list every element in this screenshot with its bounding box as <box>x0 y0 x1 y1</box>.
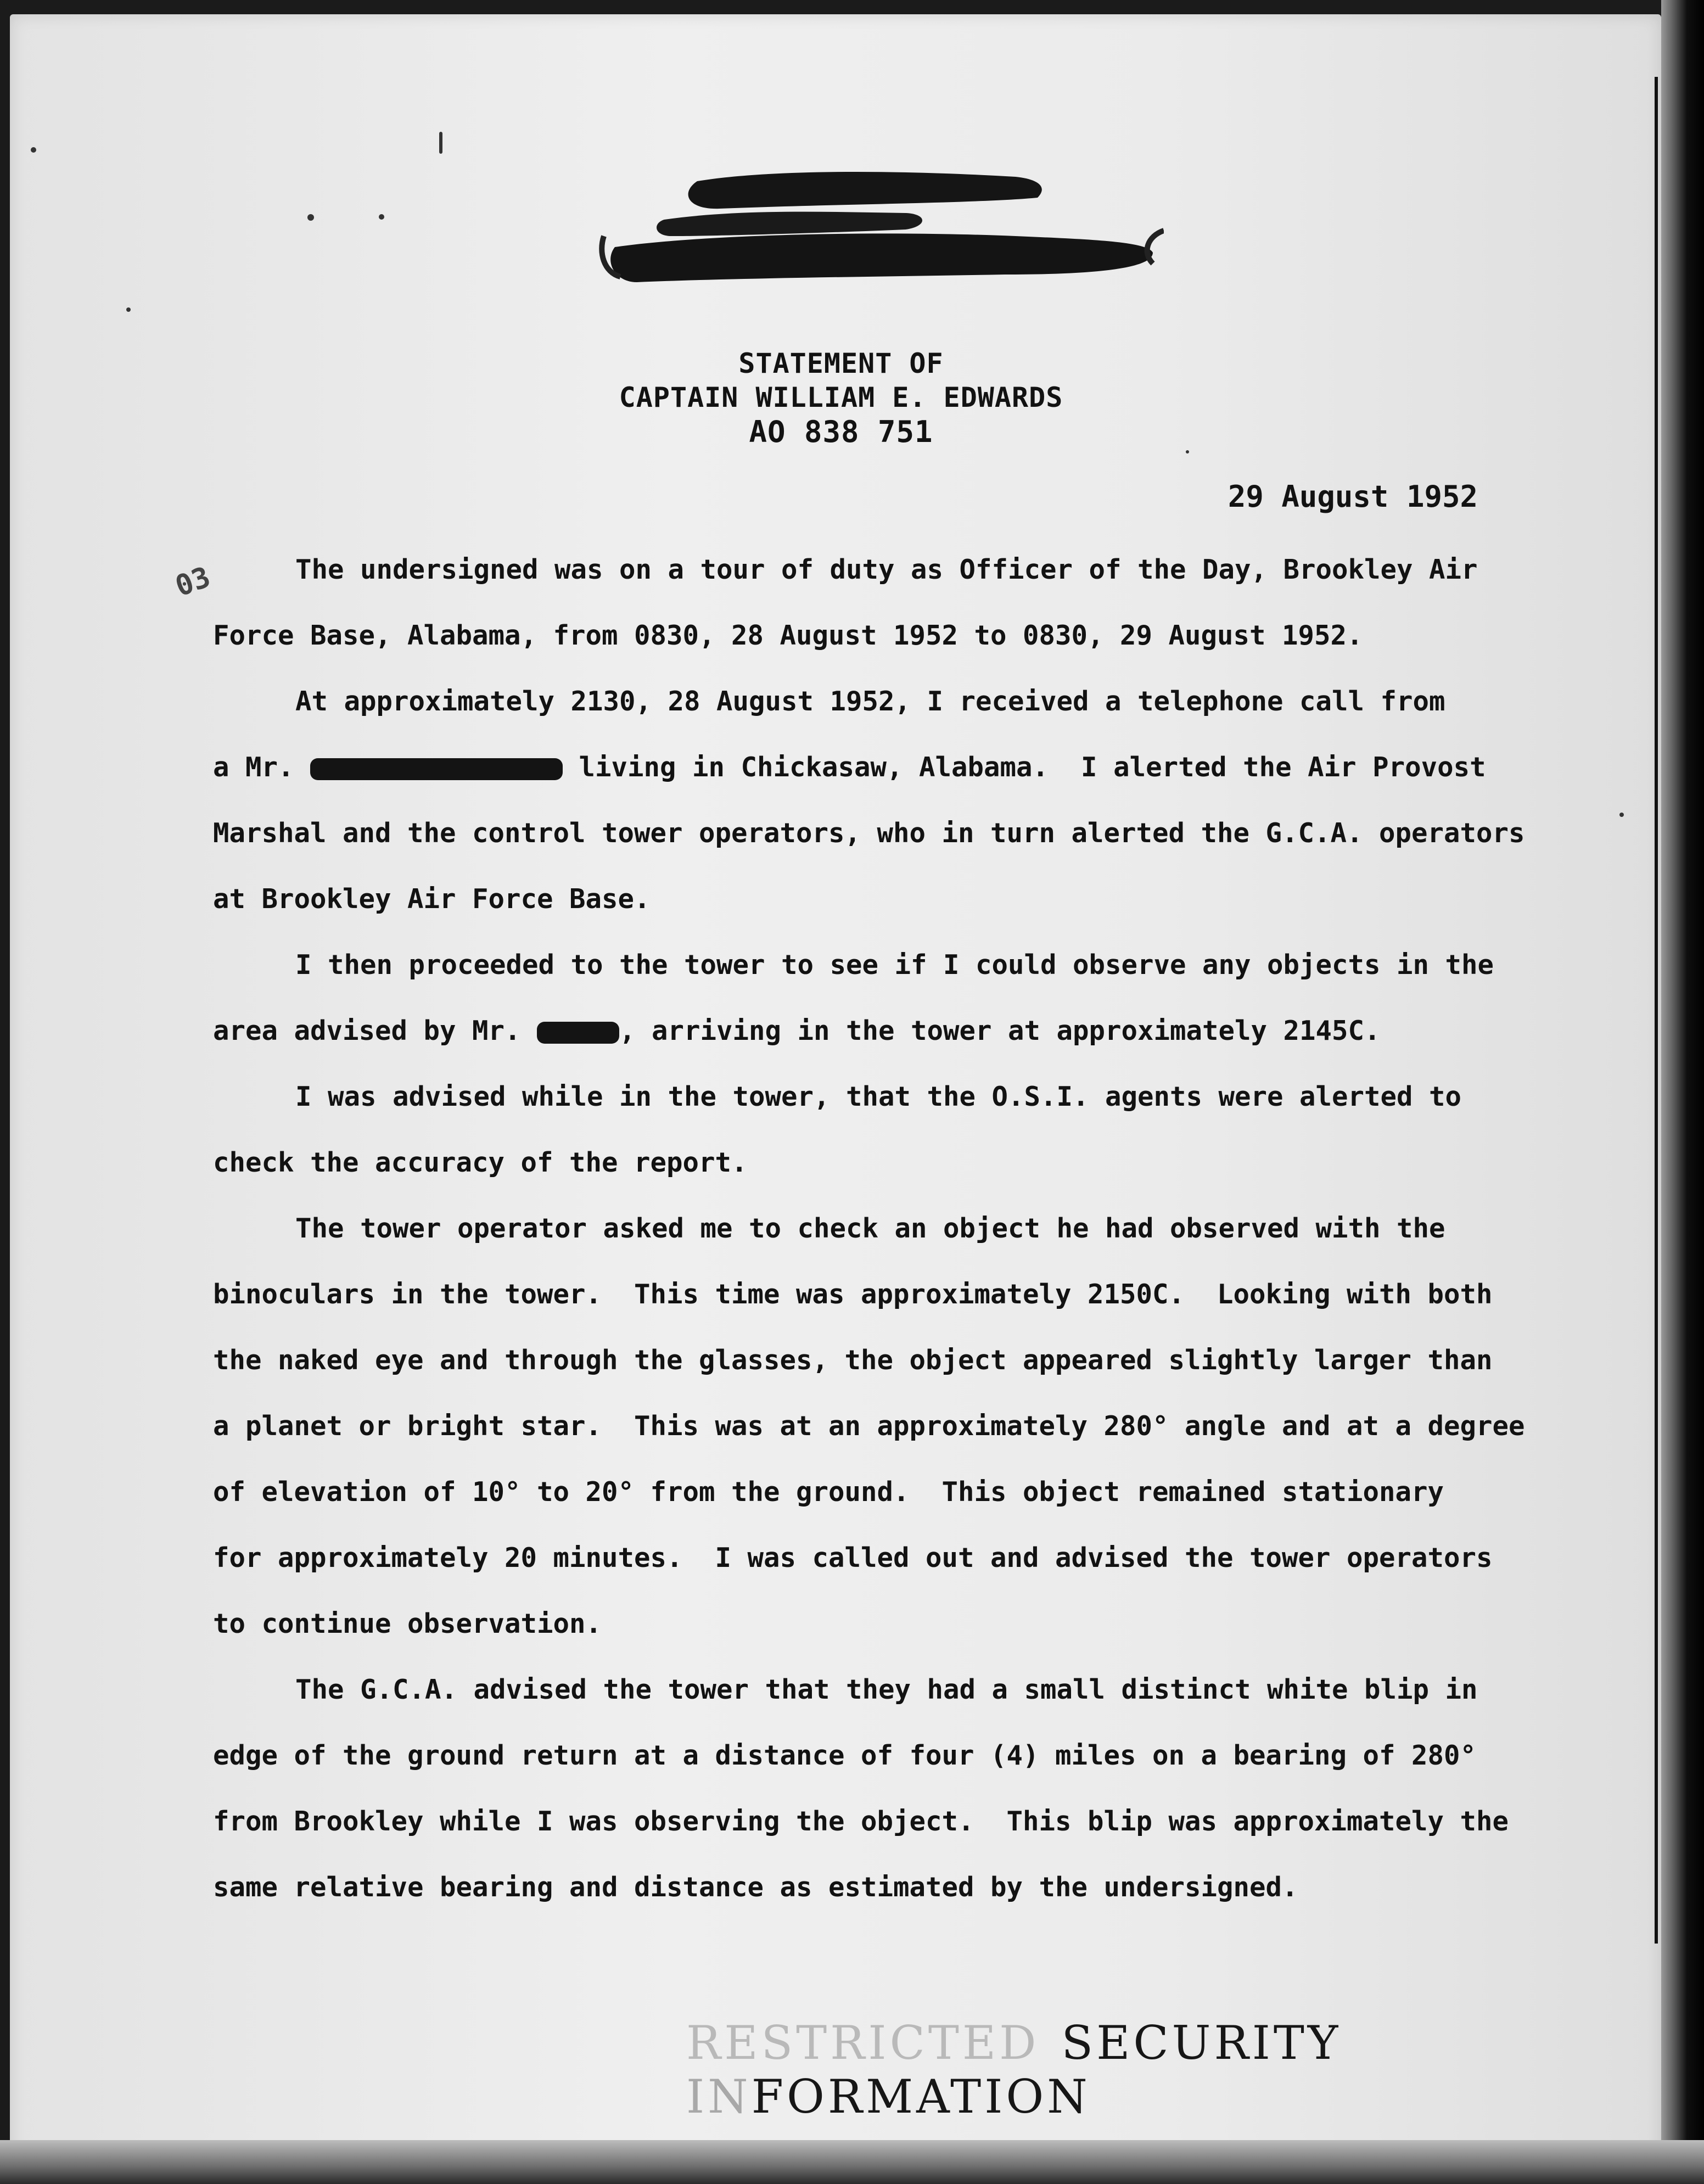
body-line: of elevation of 10° to 20° from the ground. This object remained stationary <box>213 1476 1444 1508</box>
body-line: edge of the ground return at a distance of four (4) miles on a bearing of 280° <box>213 1740 1477 1771</box>
footer-information-faded: IN <box>686 2070 752 2124</box>
body-line: Force Base, Alabama, from 0830, 28 August 1952 to 0830, 29 August 1952. <box>213 620 1363 651</box>
body-line: to continue observation. <box>213 1608 602 1639</box>
body-line: binoculars in the tower. This time was approximately 2150C. Looking with both <box>213 1279 1493 1310</box>
body-text: living in Chickasaw, Alabama. I alerted the Air Provost <box>579 752 1486 783</box>
body-line: I was advised while in the tower, that the O.S.I. agents were alerted to <box>295 1081 1462 1112</box>
body-text: , arriving in the tower at approximately 2145C. <box>619 1015 1381 1046</box>
page-edge-shadow <box>1661 0 1704 2184</box>
heading-statement-of: STATEMENT OF <box>738 348 944 379</box>
body-line: I then proceeded to the tower to see if I could observe any objects in the <box>295 949 1494 981</box>
body-line: the naked eye and through the glasses, the object appeared slightly larger than <box>213 1345 1493 1376</box>
body-line: a planet or bright star. This was at an approximately 280° angle and at a degree <box>213 1410 1525 1442</box>
heading-name: CAPTAIN WILLIAM E. EDWARDS <box>619 382 1063 413</box>
heading-serial: AO 838 751 <box>749 415 933 449</box>
body-text: a Mr. <box>213 752 294 783</box>
footer-information: FORMATION <box>751 2070 1091 2124</box>
body-line: from Brookley while I was observing the object. This blip was approximately the <box>213 1806 1509 1837</box>
body-line: same relative bearing and distance as estimated by the undersigned. <box>213 1872 1298 1903</box>
body-line: at Brookley Air Force Base. <box>213 883 651 915</box>
body-line: The tower operator asked me to check an object he had observed with the <box>295 1213 1445 1244</box>
body-line: Marshal and the control tower operators, who in turn alerted the G.C.A. operators <box>213 817 1525 849</box>
body-line-with-redaction <box>213 998 1552 1064</box>
body-line: check the accuracy of the report. <box>213 1147 748 1178</box>
body-text: area advised by Mr. <box>213 1015 521 1046</box>
body-line: The undersigned was on a tour of duty as Officer of the Day, Brookley Air <box>295 554 1478 585</box>
body-line-with-redaction <box>213 735 1552 800</box>
footer-restricted: RESTRICTED <box>686 2016 1040 2070</box>
document-date: 29 August 1952 <box>1227 479 1478 514</box>
header-redaction <box>598 165 1164 296</box>
security-classification-footer <box>686 2016 1704 2124</box>
body-line: The G.C.A. advised the tower that they had a small distinct white blip in <box>295 1674 1478 1705</box>
margin-note: 03 <box>171 561 215 603</box>
footer-security: SECURITY <box>1061 2016 1342 2070</box>
bottom-edge-shadow <box>0 2140 1704 2184</box>
name-redaction <box>537 1022 619 1044</box>
body-line: for approximately 20 minutes. I was called out and advised the tower operators <box>213 1542 1493 1573</box>
name-redaction <box>310 758 563 780</box>
document-body <box>213 537 1552 1920</box>
body-line: At approximately 2130, 28 August 1952, I received a telephone call from <box>295 686 1445 717</box>
